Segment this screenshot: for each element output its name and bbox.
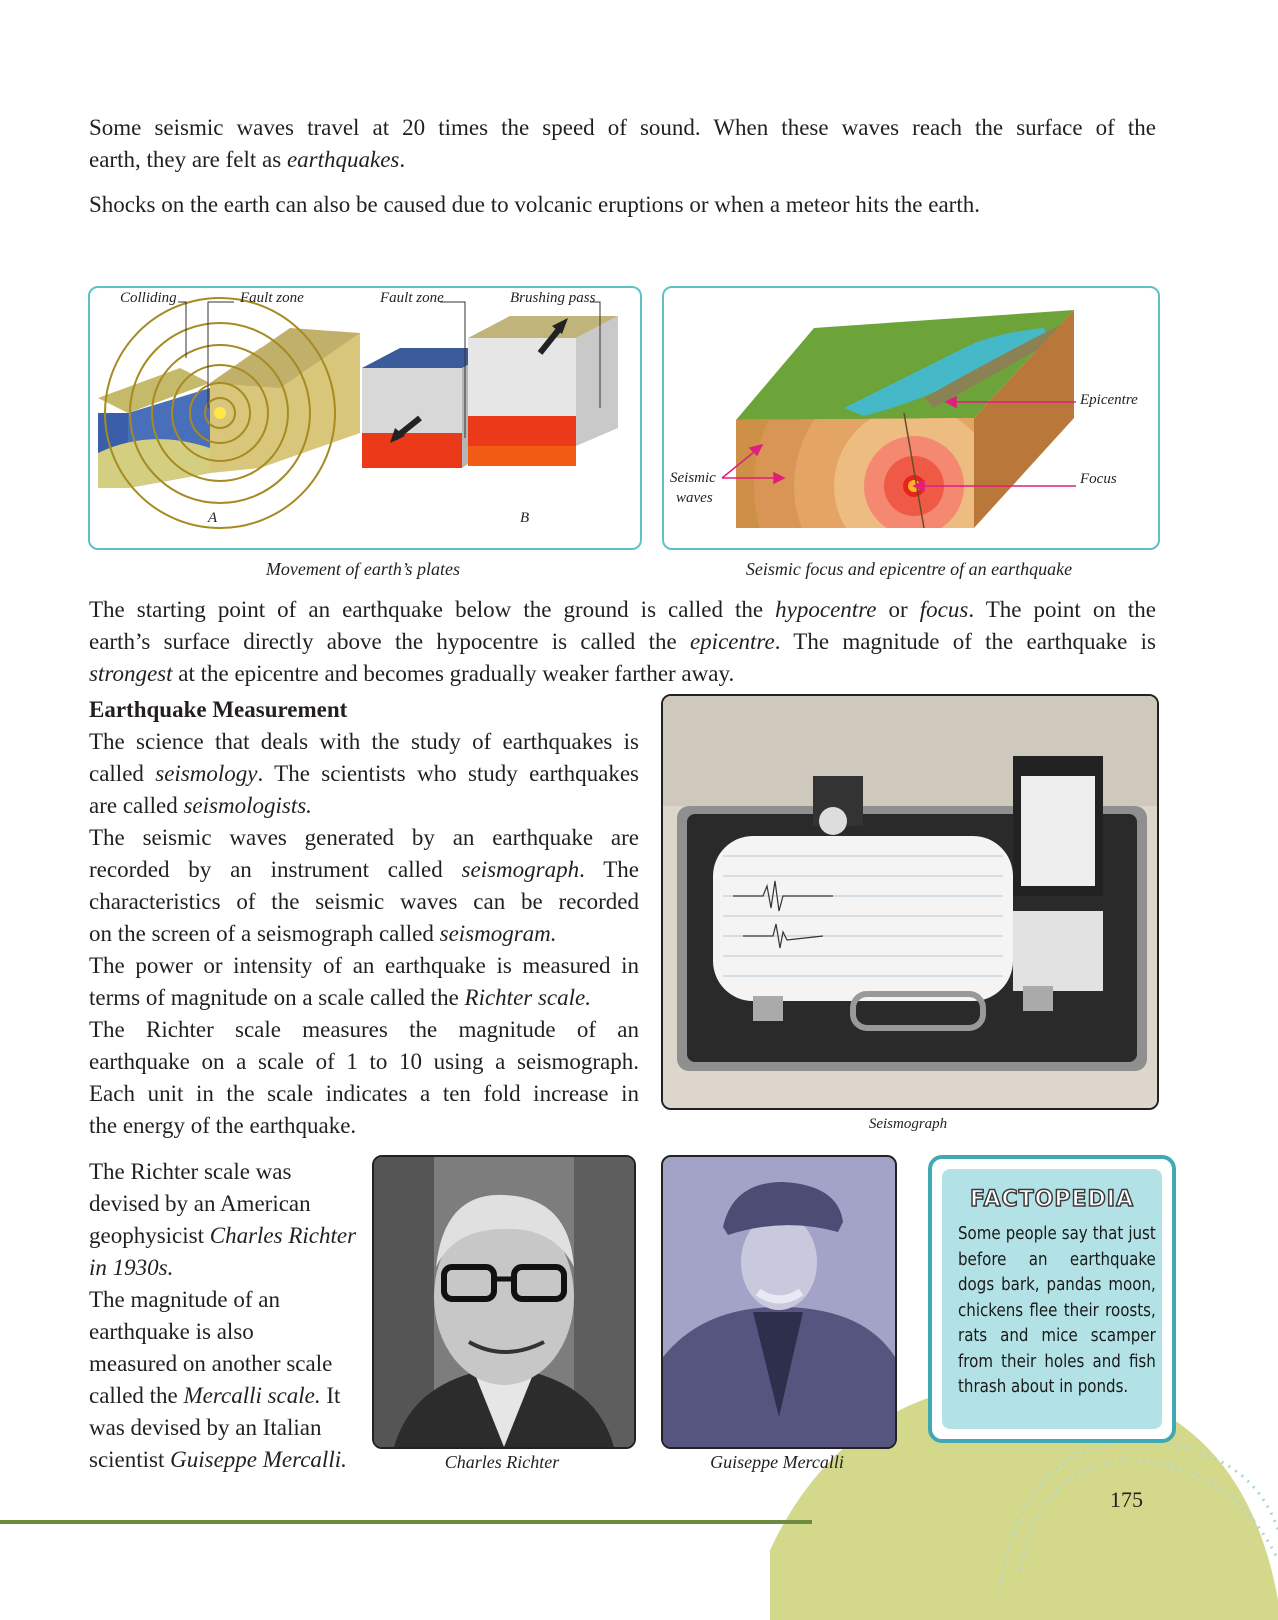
seismograph-caption: Seismograph bbox=[868, 1116, 948, 1132]
focus-line-1: The starting point of an earthquake below the ground is called the hypocentre or focus. The point on the bbox=[89, 597, 1156, 622]
fact-line-1: Some people say that just bbox=[958, 1224, 1156, 1244]
fact-line-6: from their holes and fish bbox=[958, 1351, 1156, 1372]
m-line-6: characteristics of the seismic waves can be recorded bbox=[89, 889, 639, 914]
mercalli-caption: Guiseppe Mercalli bbox=[710, 1452, 844, 1472]
m-line-9: terms of magnitude on a scale called the Richter scale. bbox=[89, 985, 591, 1010]
fact-line-7: thrash about in ponds. bbox=[958, 1377, 1129, 1397]
seismograph-photo bbox=[661, 694, 1159, 1110]
measurement-heading: Earthquake Measurement bbox=[89, 697, 348, 722]
label-epicentre: Epicentre bbox=[1080, 392, 1138, 408]
focus-paragraph bbox=[89, 594, 1156, 690]
fact-line-5: rats and mice scamper bbox=[958, 1326, 1156, 1346]
m-line-12: Each unit in the scale indicates a ten fold increase in bbox=[89, 1081, 639, 1106]
factopedia-box bbox=[928, 1155, 1176, 1443]
m-line-4: The seismic waves generated by an earthquake are bbox=[89, 825, 639, 850]
focus-caption: Seismic focus and epicentre of an earthquake bbox=[745, 559, 1073, 579]
seismograph-illustration bbox=[663, 696, 1157, 1108]
factopedia-title: FACTOPEDIA bbox=[969, 1187, 1134, 1212]
m-line-7: on the screen of a seismograph called seismogram. bbox=[89, 921, 557, 946]
m-line-11: earthquake on a scale of 1 to 10 using a seismograph. bbox=[89, 1049, 639, 1074]
r-line-1: The Richter scale was bbox=[89, 1159, 292, 1184]
fact-line-4: chickens flee their roosts, bbox=[958, 1300, 1156, 1321]
r-line-10: scientist Guiseppe Mercalli. bbox=[89, 1447, 347, 1472]
fact-line-2: before an earthquake bbox=[958, 1249, 1156, 1270]
focus-illustration bbox=[664, 288, 1158, 548]
r-line-3: geophysicist Charles Richter bbox=[89, 1223, 357, 1248]
m-line-2: called seismology. The scientists who study earthquakes bbox=[89, 761, 639, 786]
mercalli-photo bbox=[661, 1155, 897, 1449]
focus-line-2: earth’s surface directly above the hypocentre is called the epicentre. The magnitude of the earthquake is bbox=[89, 629, 1156, 654]
plates-caption: Movement of earth’s plates bbox=[265, 559, 461, 579]
page-number: 175 bbox=[1110, 1487, 1143, 1512]
r-line-4: in 1930s. bbox=[89, 1255, 174, 1280]
factopedia-text bbox=[958, 1222, 1156, 1401]
label-a: A bbox=[208, 510, 218, 526]
mercalli-portrait bbox=[663, 1157, 895, 1447]
r-line-6: earthquake is also bbox=[89, 1319, 254, 1344]
r-line-2: devised by an American bbox=[89, 1191, 311, 1216]
label-waves: waves bbox=[676, 490, 713, 506]
m-line-5: recorded by an instrument called seismograph. The bbox=[89, 857, 640, 882]
fact-line-3: dogs bark, pandas moon, bbox=[958, 1275, 1156, 1295]
label-fault-zone-a: Fault zone bbox=[240, 290, 304, 306]
label-colliding: Colliding bbox=[120, 290, 177, 306]
focus-figure bbox=[662, 286, 1160, 550]
factopedia-panel bbox=[942, 1169, 1162, 1429]
label-brushing-pass: Brushing pass bbox=[510, 290, 596, 306]
plates-illustration bbox=[90, 288, 640, 548]
m-line-13: the energy of the earthquake. bbox=[89, 1113, 357, 1138]
label-fault-zone-b: Fault zone bbox=[380, 290, 444, 306]
m-line-1: The science that deals with the study of earthquakes is bbox=[89, 729, 639, 754]
r-line-8: called the Mercalli scale. It bbox=[89, 1383, 341, 1408]
shocks-line: Shocks on the earth can also be caused due to volcanic eruptions or when a meteor hits the earth. bbox=[89, 192, 980, 217]
richter-portrait bbox=[374, 1157, 634, 1447]
richter-photo bbox=[372, 1155, 636, 1449]
label-b: B bbox=[520, 510, 530, 526]
m-line-3: are called seismologists. bbox=[89, 793, 312, 818]
plates-figure bbox=[88, 286, 642, 550]
focus-line-3: strongest at the epicentre and becomes gradually weaker farther away. bbox=[89, 661, 735, 686]
label-focus: Focus bbox=[1080, 471, 1117, 487]
m-line-10: The Richter scale measures the magnitude of an bbox=[89, 1017, 639, 1042]
measurement-section bbox=[89, 694, 639, 1142]
r-line-9: was devised by an Italian bbox=[89, 1415, 322, 1440]
r-line-7: measured on another scale bbox=[89, 1351, 333, 1376]
m-line-8: The power or intensity of an earthquake is measured in bbox=[89, 953, 639, 978]
intro-paragraph bbox=[89, 112, 1156, 176]
label-seismic: Seismic bbox=[670, 470, 716, 486]
intro-line-1: Some seismic waves travel at 20 times the speed of sound. When these waves reach the surface of the bbox=[89, 115, 1156, 140]
r-line-5: The magnitude of an bbox=[89, 1287, 280, 1312]
shocks-paragraph bbox=[89, 189, 1156, 221]
richter-section bbox=[89, 1156, 359, 1476]
intro-line-2: earth, they are felt as earthquakes. bbox=[89, 147, 406, 172]
richter-caption: Charles Richter bbox=[444, 1452, 560, 1472]
